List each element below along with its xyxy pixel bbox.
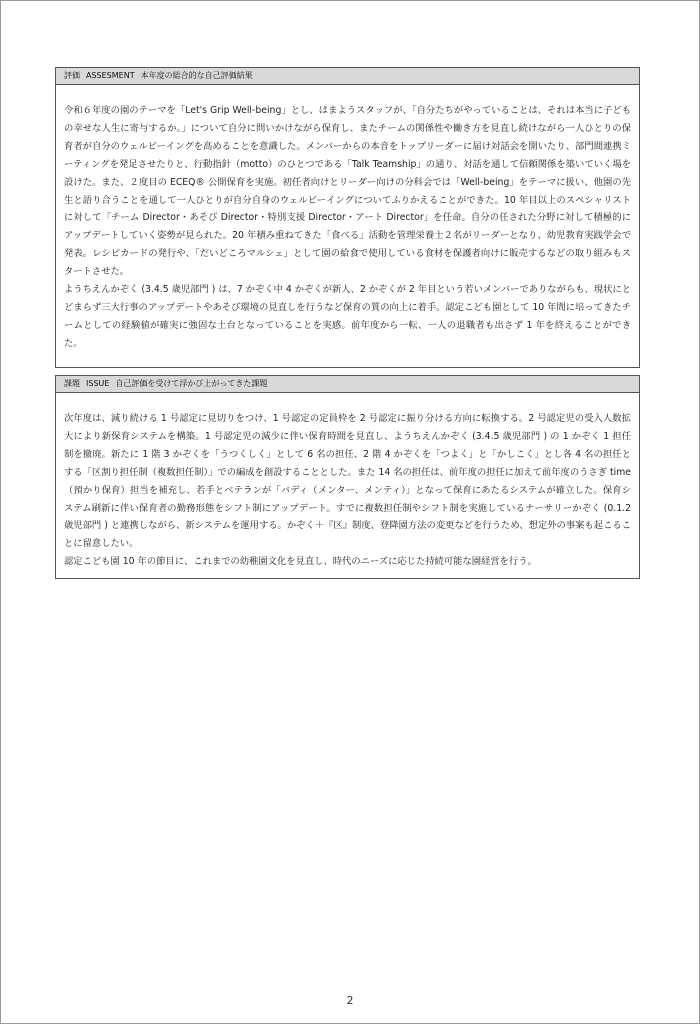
issue-body	[56, 393, 639, 571]
issue-label-en: ISSUE	[86, 379, 110, 388]
assessment-paragraph-1: 令和６年度の園のテーマを「Let's Grip Well-being」とし、はまようスタッフが、「自分たちがやっていることは、それは本当に子どもの幸せな人生に寄与するか。」について自分に問いかけながら保育し、またチームの関係性や働き方を見直し続けながら一人ひとりの保育者が自分のウェルビーイングを高めることを意識した。メンバーからの本音をトップリーダーに届け対話会を開いたり、部門間連携ミーティングを発足させたりと、行動指針（motto）のひとつである「Talk Teamship」の通り、対話を通して信頼関係を築いていく場を設けた。また、２度目の ECEQ® 公開保育を実施。初任者向けとリーダー向けの分科会では「Well-being」をテーマに扱い、他園の先生と語り合うことを通して一人ひとりが自分自身のウェルビーイングについてふりかえることができた。10 年目以上のスペシャリストに対して「チーム Director・あそび Director・特別支援 Director・アート Director」を任命。自分の任された分野に対して積極的にアップデートしていく姿勢が見られた。20 年積み重ねてきた「食べる」活動を管理栄養士２名がリーダーとなり、幼児教育実践学会で発表。レシピカードの発行や、「だいどころマルシェ」として園の給食で使用している食材を保護者向けに販売するなどの取り組みもスタートさせた。	[64, 105, 631, 278]
issue-label-jp: 課題	[64, 379, 80, 388]
issue-section	[55, 375, 640, 579]
issue-title: 自己評価を受けて浮かび上がってきた課題	[115, 379, 268, 388]
assessment-label-jp: 評価	[64, 71, 80, 80]
issue-paragraph-1: 次年度は、減り続ける 1 号認定に見切りをつけ、1 号認定の定員枠を 2 号認定に振り分ける方向に転換する。2 号認定児の受入人数拡大により新保育システムを構築。1 号認定児の減少に伴い保育時間を見直し、ようちえんかぞく (3.4.5 歳児部門 ) の 1 かぞく 1 担任制を撤廃。新たに 1 階 3 かぞくを「うつくしく」として 6 名の担任、2 階 4 かぞくを「つよく」と「かしこく」とし各 4 名の担任とする「区割り担任制（複数担任制）」での編成を創設することとした。また 14 名の担任は、前年度の担任に加えて前年度のうさぎ time（預かり保育）担当を補充し、若手とベテランが「バディ（メンター、メンティ）」となって保育にあたるシステムが確立した。保育システム刷新に伴い保育者の勤務形態をシフト制にアップデート。すでに複数担任制やシフト制を実施しているナーサリーかぞく (0.1.2 歳児部門 ) と連携しながら、新システムを運用する。かぞく＋『区』制度、登降園方法の変更などを行うため、想定外の事案も起こることに留意したい。	[64, 413, 631, 550]
assessment-section	[55, 67, 640, 368]
assessment-title: 本年度の総合的な自己評価結果	[140, 71, 253, 80]
assessment-header	[56, 68, 639, 85]
assessment-paragraph-2: ようちえんかぞく (3.4.5 歳児部門 ) は、7 かぞく中 4 かぞくが新人、2 かぞくが 2 年目という若いメンバーでありながらも、現状にとどまらず三大行事のアップデートやあそび環境の見直しを行うなど保育の質の向上に着手。認定こども園として 10 年間に培ってきたチームとしての経験値が確実に強固な土台となっていることを実感。前年度から一転、一人の退職者も出さず 1 年を終えることができた。	[64, 284, 631, 349]
issue-header	[56, 376, 639, 393]
assessment-label-en: ASSESMENT	[86, 71, 135, 80]
page-number: 2	[346, 994, 354, 1007]
assessment-body	[56, 85, 639, 353]
issue-paragraph-2: 認定こども園 10 年の節目に、これまでの幼稚園文化を見直し、時代のニーズに応じた持続可能な園経営を行う。	[64, 556, 537, 568]
